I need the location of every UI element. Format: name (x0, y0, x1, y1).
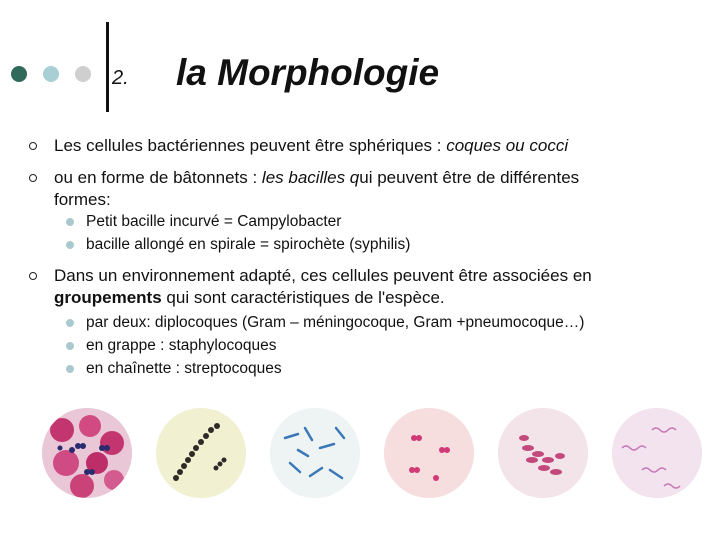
sub-bullet-marker (66, 365, 74, 373)
micrograph-spirochetes (612, 408, 702, 498)
bullet-marker (29, 142, 37, 150)
dot-dark (11, 66, 27, 82)
sub-bullet-marker (66, 319, 74, 327)
sub-bullet-item: en chaînette : streptocoques (86, 360, 282, 377)
bullet-marker (29, 272, 37, 280)
bullet-marker (29, 174, 37, 182)
bullet-1-text-b: coques ou cocci (446, 136, 569, 155)
sub-bullet-item: en grappe : staphylocoques (86, 337, 277, 354)
bullet-2-text: ou en forme de bâtonnets : (54, 168, 262, 187)
sub-bullet-marker (66, 241, 74, 249)
bullet-3-rest: qui sont caractéristiques de l'espèce. (161, 288, 445, 307)
slide-title: la Morphologie (176, 52, 440, 93)
bullet-2-line2: formes: (54, 190, 111, 209)
sub-bullet-item: par deux: diplocoques (Gram – méningocoque, Gram +pneumocoque…) (86, 314, 585, 331)
dot-gray (75, 66, 91, 82)
bullet-1-text-a: Les cellules bactériennes peuvent être sphériques : (54, 136, 447, 155)
sub-bullet-item: bacille allongé en spirale = spirochète (syphilis) (86, 236, 411, 253)
bullet-2-rest: ui peuvent être de différentes (359, 168, 580, 187)
micrograph-streptococci (156, 408, 246, 498)
bullet-3-line2 (54, 288, 445, 308)
bullet-3-line1: Dans un environnement adapté, ces cellules peuvent être associées en (54, 266, 592, 285)
sub-bullet-item: Petit bacille incurvé = Campylobacter (86, 213, 342, 230)
bullet-2-em: les bacilles q (261, 168, 360, 187)
decorative-dots (11, 66, 101, 84)
bullet-1-text (54, 136, 568, 156)
title-divider (106, 22, 109, 112)
slide-number: 2. (112, 67, 129, 89)
sub-bullet-marker (66, 218, 74, 226)
dot-light-blue (43, 66, 59, 82)
microscope-images (0, 408, 720, 518)
micrograph-pink-clusters (498, 408, 588, 498)
micrograph-bacilli (270, 408, 360, 498)
bullet-2-line1 (54, 168, 579, 188)
sub-bullet-marker (66, 342, 74, 350)
micrograph-diplococci (42, 408, 132, 498)
bullet-3-bold: groupements (54, 288, 162, 307)
micrograph-pink-cocci (384, 408, 474, 498)
